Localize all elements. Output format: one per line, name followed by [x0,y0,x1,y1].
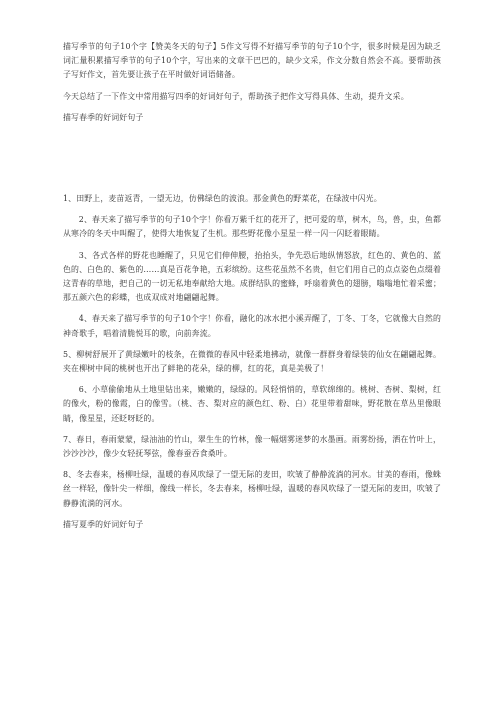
summer-heading: 描写夏季的好词好句子 [63,519,144,529]
document-page [63,40,441,532]
paragraph-gap [63,242,441,249]
blank-space [63,125,441,192]
spring-sentence-1: 1、田野上，麦苗返青，一望无边，仿佛绿色的波浪。那金黄色的野菜花，在绿波中闪光。 [63,194,382,204]
intro-paragraph-2: 今天总结了一下作文中常用描写四季的好词好句子，帮助孩子把作文写得具体、生动，提升文采。 [63,91,409,101]
paragraph-gap [63,305,441,312]
paragraph-gap [63,461,441,468]
spring-sentence-2: 2、春天来了描写季节的句子10个字！你看万紫千红的花开了，把可爱的草，树木，鸟，兽，虫，鱼都从寒冷的冬天中叫醒了，使得大地恢复了生机。那些野花像小星星一样一闪一闪眨着眼睛。 [63,215,441,239]
paragraph-gap [63,426,441,433]
paragraph-gap [63,83,441,90]
intro-paragraph-1: 描写季节的句子10个字【赞美冬天的句子】5作文写得不好描写季节的句子10个字，很多时候是因为缺乏词汇量积累描写季节的句子10个字，写出来的文章干巴巴的，缺少文采，作文分数自然会不高。要帮助孩子写好作文，首先要让孩子在平时做好词语储备。 [63,42,441,80]
spring-sentence-5: 5、柳树舒展开了黄绿嫩叶的枝条，在微微的春风中轻柔地拂动，就像一群群身着绿装的仙女在翩翩起舞。夹在柳树中间的桃树也开出了鲜艳的花朵，绿的柳，红的花，真是美极了！ [63,349,441,374]
spring-sentence-3: 3、各式各样的野花也睡醒了，只见它们伸伸腰，抬抬头，争先恐后地纵情怒放，红色的、黄色的、蓝色的、白色的、紫色的……真是百花争艳，五彩缤纷。这些花虽然不名贵，但它们用自己的点点姿色点缀着这青春的草地，把自己的一切无私地奉献给大地。成群结队的蜜蜂，呼扇着黄色的翅膀，嗡嗡地忙着采蜜；那五颜六色的彩蝶，也成双成对地翩翩起舞。 [63,250,441,303]
spring-sentence-6: 6、小草偷偷地从土地里钻出来，嫩嫩的，绿绿的。风轻悄悄的，草软绵绵的。桃树、杏树、梨树，红的像火，粉的像霞，白的像雪。（桃、杏、梨对应的颜色红、粉、白）花里带着甜味，野花散在草丛里像眼睛，像星星，还眨呀眨的。 [63,385,441,423]
paragraph-gap [63,104,441,111]
paragraph-gap [63,511,441,518]
spring-sentence-7: 7、春日，春雨蒙蒙，绿油油的竹山，翠生生的竹林，像一幅烟雾迷梦的水墨画。雨雾纷扬，洒在竹叶上，沙沙沙沙，像少女轻抚琴弦，像春蚕吞食桑叶。 [63,434,441,459]
spring-heading: 描写春季的好词好句子 [63,112,144,122]
paragraph-gap [63,206,441,213]
spring-sentence-8: 8、冬去春来，杨柳吐绿，温暖的春风吹绿了一望无际的麦田，吹皱了静静流淌的河水。甘美的春雨，像蛛丝一样轻，像针尖一样细，像线一样长，冬去春来，杨柳吐绿，温暖的春风吹绿了一望无际的麦田，吹皱了静静流淌的河水。 [63,470,441,508]
spring-sentence-4: 4、春天来了描写季节的句子10个字！你看，融化的冰水把小溪弄醒了，丁冬、丁冬，它就像大自然的神奇歌手，唱着清脆悦耳的歌，向前奔流。 [63,314,441,338]
paragraph-gap [63,376,441,383]
paragraph-gap [63,341,441,348]
